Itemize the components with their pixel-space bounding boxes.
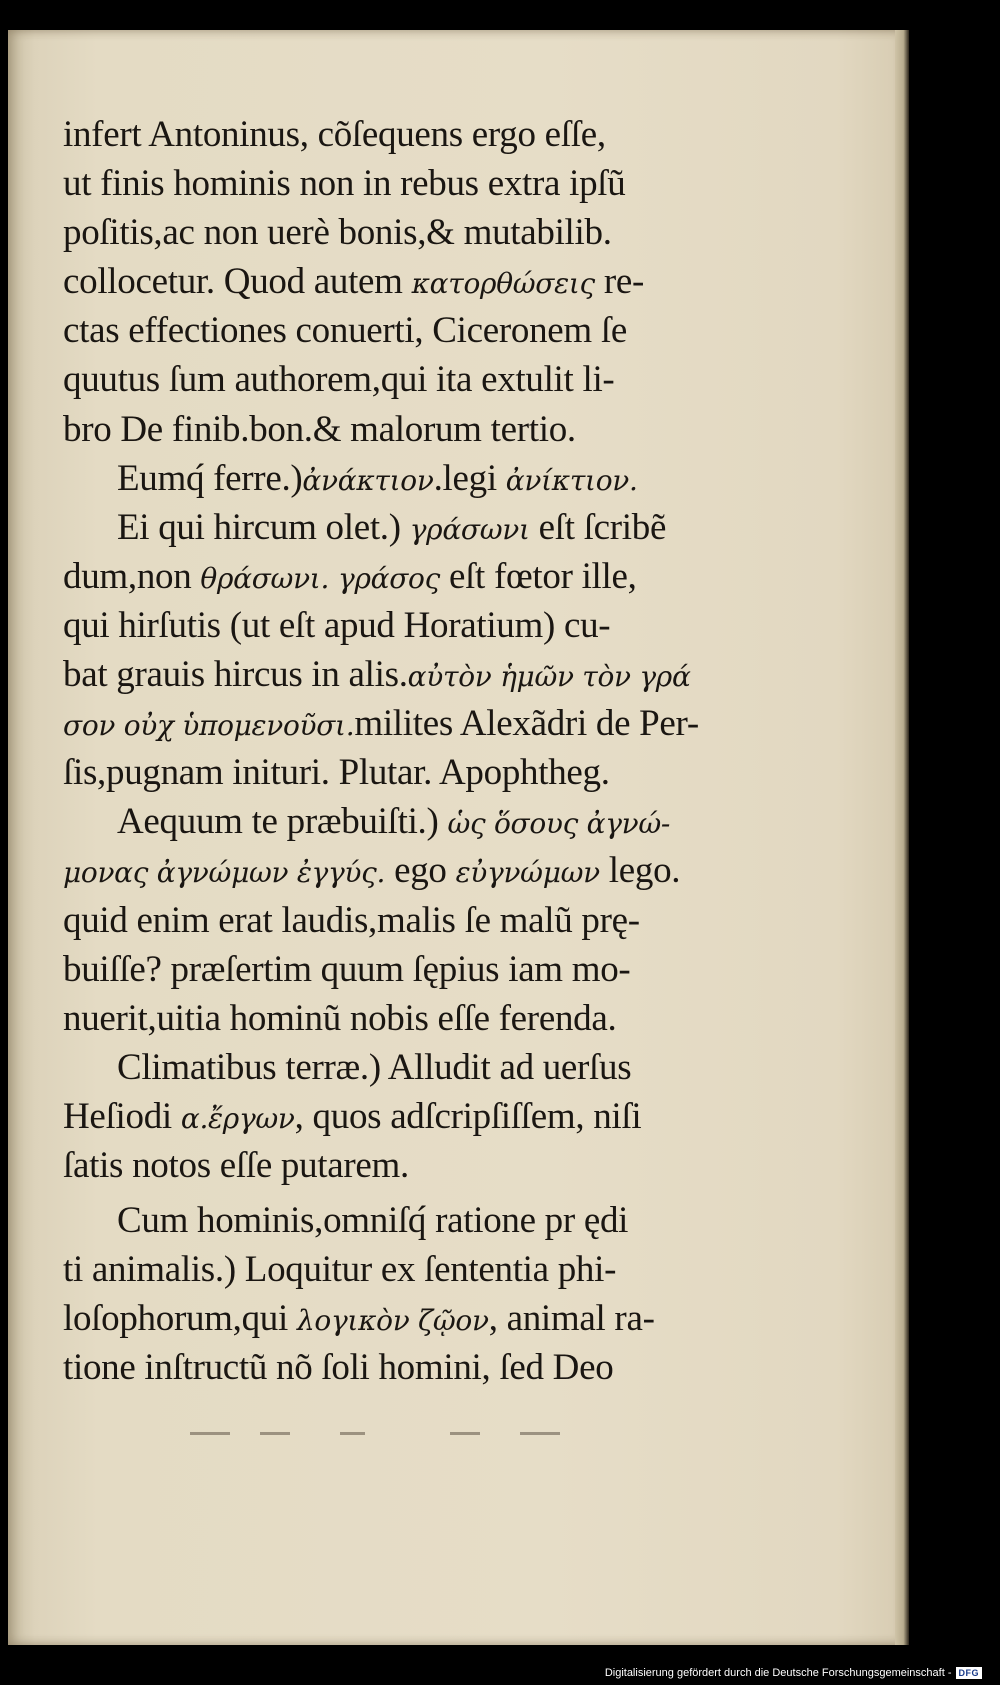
latin-text xyxy=(329,556,338,597)
latin-text: .legi xyxy=(433,457,506,499)
latin-text: ut finis hominis non in rebus extra ipſũ xyxy=(63,163,626,205)
dfg-logo-icon: DFG xyxy=(956,1667,983,1679)
text-line xyxy=(63,1245,823,1294)
credit-text: Digitalisierung gefördert durch die Deutsche Forschungsgemeinschaft - xyxy=(604,1667,952,1679)
text-line xyxy=(63,699,823,748)
greek-word: κατορθώσεις xyxy=(411,267,595,301)
text-line xyxy=(63,1141,823,1190)
greek-word: θράσωνι. xyxy=(200,561,330,595)
text-line xyxy=(63,552,823,601)
latin-text: lego. xyxy=(599,850,681,892)
latin-text: Aequum te præbuiſti.) xyxy=(117,801,448,843)
latin-text: Cum hominis,omniſq́ ratione pr ędi xyxy=(117,1200,629,1242)
text-line xyxy=(63,945,823,994)
text-line xyxy=(63,1043,823,1092)
latin-text: Heſiodi xyxy=(63,1095,181,1137)
greek-word: γράσος xyxy=(338,561,440,595)
text-line xyxy=(63,355,823,404)
greek-word: ἀνίκτιον. xyxy=(505,463,638,497)
text-line xyxy=(63,306,823,355)
latin-text: bro De finib.bon.& malorum tertio. xyxy=(63,408,576,450)
ink-mark xyxy=(260,1432,290,1435)
text-line xyxy=(63,601,823,650)
latin-text: ctas effectiones conuerti, Ciceronem ſe xyxy=(63,310,627,352)
latin-text: ſatis notos eſſe putarem. xyxy=(63,1144,409,1186)
latin-text: re- xyxy=(594,261,645,303)
greek-word: σον οὐχ ὑπομενοῦσι. xyxy=(63,709,355,743)
text-line xyxy=(63,1294,823,1343)
text-line xyxy=(63,454,823,503)
latin-text: Ei qui hircum olet.) xyxy=(117,506,410,548)
latin-text: , animal ra- xyxy=(488,1298,655,1340)
latin-text: qui hirſutis (ut eſt apud Horatium) cu- xyxy=(63,604,611,646)
ink-mark xyxy=(340,1432,365,1435)
latin-text: eſt fœtor ille, xyxy=(440,555,637,597)
text-line xyxy=(63,208,823,257)
bottom-ink-marks xyxy=(190,1432,630,1438)
text-line xyxy=(63,405,823,454)
text-line xyxy=(63,748,823,797)
greek-word: ὡς ὅσους ἀγνώ- xyxy=(447,807,671,841)
text-line xyxy=(63,503,823,552)
greek-word: μονας ἀγνώμων ἐγγύς. xyxy=(63,856,386,890)
latin-text: Climatibus terræ.) Alludit ad uerſus xyxy=(117,1046,632,1088)
text-line xyxy=(63,896,823,945)
ink-mark xyxy=(450,1432,480,1435)
greek-word: α.ἔργων xyxy=(180,1101,295,1135)
latin-text: dum,non xyxy=(63,555,201,597)
latin-text: ſis,pugnam inituri. Plutar. Apophtheg. xyxy=(63,752,610,794)
greek-word: λογικὸν ζῷον xyxy=(296,1304,489,1338)
text-line xyxy=(63,1343,823,1392)
greek-word: ἀνάκτιον xyxy=(302,463,434,497)
page-edge xyxy=(895,30,909,1645)
latin-text: loſophorum,qui xyxy=(63,1298,297,1340)
digitization-credit xyxy=(605,1667,982,1679)
latin-text: poſitis,ac non uerè bonis,& mutabilib. xyxy=(63,212,612,254)
text-line xyxy=(63,994,823,1043)
latin-text: nuerit,uitia hominũ nobis eſſe ferenda. xyxy=(63,997,617,1039)
text-line xyxy=(63,1196,823,1245)
latin-text: Eumq́ ferre.) xyxy=(117,457,303,499)
latin-text: collocetur. Quod autem xyxy=(63,261,412,303)
text-line xyxy=(63,846,823,895)
greek-word: αὐτὸν ἡμῶν τὸν γρά xyxy=(407,660,691,694)
ink-mark xyxy=(520,1432,560,1435)
latin-text: , quos adſcripſiſſem, niſi xyxy=(294,1095,642,1137)
latin-text: milites Alexãdri de Per- xyxy=(354,703,699,745)
latin-text: quutus ſum authorem,qui ita extulit li- xyxy=(63,359,615,401)
ink-mark xyxy=(190,1432,230,1435)
text-line xyxy=(63,797,823,846)
text-line xyxy=(63,1092,823,1141)
latin-text: bat grauis hircus in alis. xyxy=(63,654,408,696)
greek-word: γράσωνι xyxy=(409,512,530,546)
latin-text: buiſſe? præſertim quum ſępius iam mo- xyxy=(63,948,631,990)
latin-text: quid enim erat laudis,malis ſe malũ prę- xyxy=(63,899,640,941)
latin-text: tione inſtructũ nõ ſoli homini, ſed Deo xyxy=(63,1347,614,1389)
text-line xyxy=(63,257,823,306)
latin-text: eſt ſcribẽ xyxy=(529,506,667,548)
page-text-block xyxy=(63,110,823,1392)
text-line xyxy=(63,110,823,159)
greek-word: εὐγνώμων xyxy=(455,856,600,890)
latin-text: ti animalis.) Loquitur ex ſententia phi- xyxy=(63,1249,617,1291)
latin-text: ego xyxy=(385,850,456,892)
text-line xyxy=(63,159,823,208)
text-line xyxy=(63,650,823,699)
latin-text: infert Antoninus, cõſequens ergo eſſe, xyxy=(63,114,606,155)
